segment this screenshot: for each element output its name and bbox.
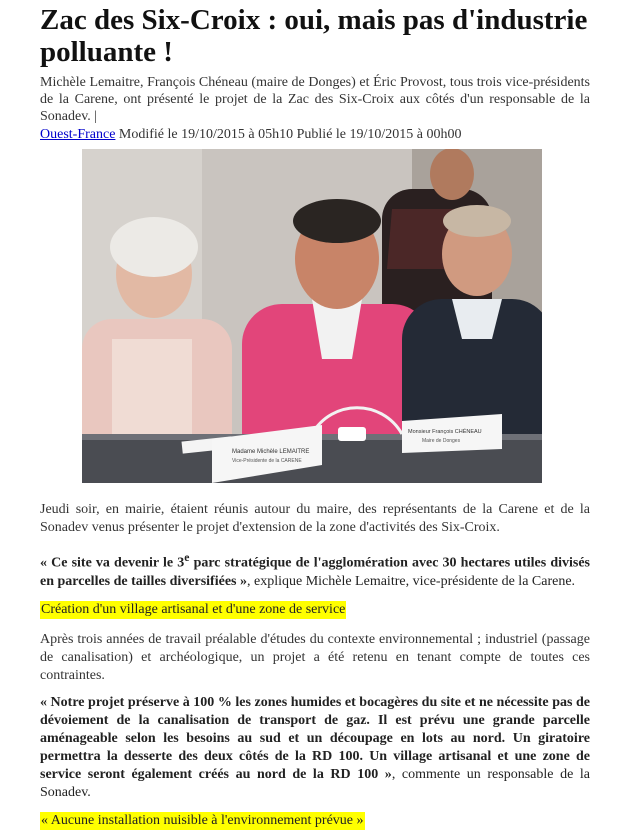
subheading-1: Création d'un village artisanal et d'une zone de service [41, 601, 346, 617]
press-photo [82, 149, 542, 483]
subheading-2: « Aucune installation nuisible à l'environnement prévue » [41, 812, 364, 828]
article [0, 4, 630, 830]
subheading-2-wrap [40, 811, 590, 830]
article-title: Zac des Six-Croix : oui, mais pas d'industrie polluante ! [40, 4, 588, 68]
article-intro: Michèle Lemaitre, François Chéneau (maire de Donges) et Éric Provost, tous trois vice-présidents de la Carene, ont présenté le projet de la Zac des Six-Croix aux côtés d'un responsable de la Sonadev. | [40, 75, 590, 124]
svg-text:Maire de Donges: Maire de Donges [422, 438, 461, 444]
paragraph-2: Après trois années de travail préalable d'études du contexte environnemental ; industriel (passage de canalisation) et archéologique, un projet a été retenu en tenant compte de toutes ces contraintes. [40, 631, 590, 683]
article-dates: Modifié le 19/10/2015 à 05h10 Publié le 19/10/2015 à 00h00 [115, 127, 462, 142]
article-meta [40, 126, 590, 143]
subheading-1-wrap [40, 600, 590, 619]
article-photo [82, 149, 542, 483]
svg-text:Vice-Présidente de la CARENE: Vice-Présidente de la CARENE [232, 458, 302, 464]
svg-text:Monsieur François CHÉNEAU: Monsieur François CHÉNEAU [408, 429, 482, 435]
quote-2: « Notre projet préserve à 100 % les zones humides et bocagères du site et ne nécessite pas de dévoiement de la canalisation de transport de gaz. Il est prévu une grande parcelle aménageable selon les besoins au sud et un découpage en lots au nord. Un giratoire permettra la desserte des deux côtés de la RD 100. Un village artisanal et une zone de service seront également créés au nord de la RD 100 », commente un responsable de la Sonadev. [40, 694, 590, 800]
source-link[interactable]: Ouest-France [40, 127, 116, 142]
quote-1: « Ce site va devenir le 3e parc stratégique de l'agglomération avec 30 hectares utiles divisés en parcelles de tailles diversifiées », explique Michèle Lemaitre, vice-présidente de la Carene. [40, 551, 590, 589]
svg-text:Madame Michèle LEMAITRE: Madame Michèle LEMAITRE [232, 449, 310, 455]
paragraph-1: Jeudi soir, en mairie, étaient réunis autour du maire, des représentants de la Carene et de la Sonadev venus présenter le projet d'extension de la zone d'activités des Six-Croix. [40, 502, 590, 535]
